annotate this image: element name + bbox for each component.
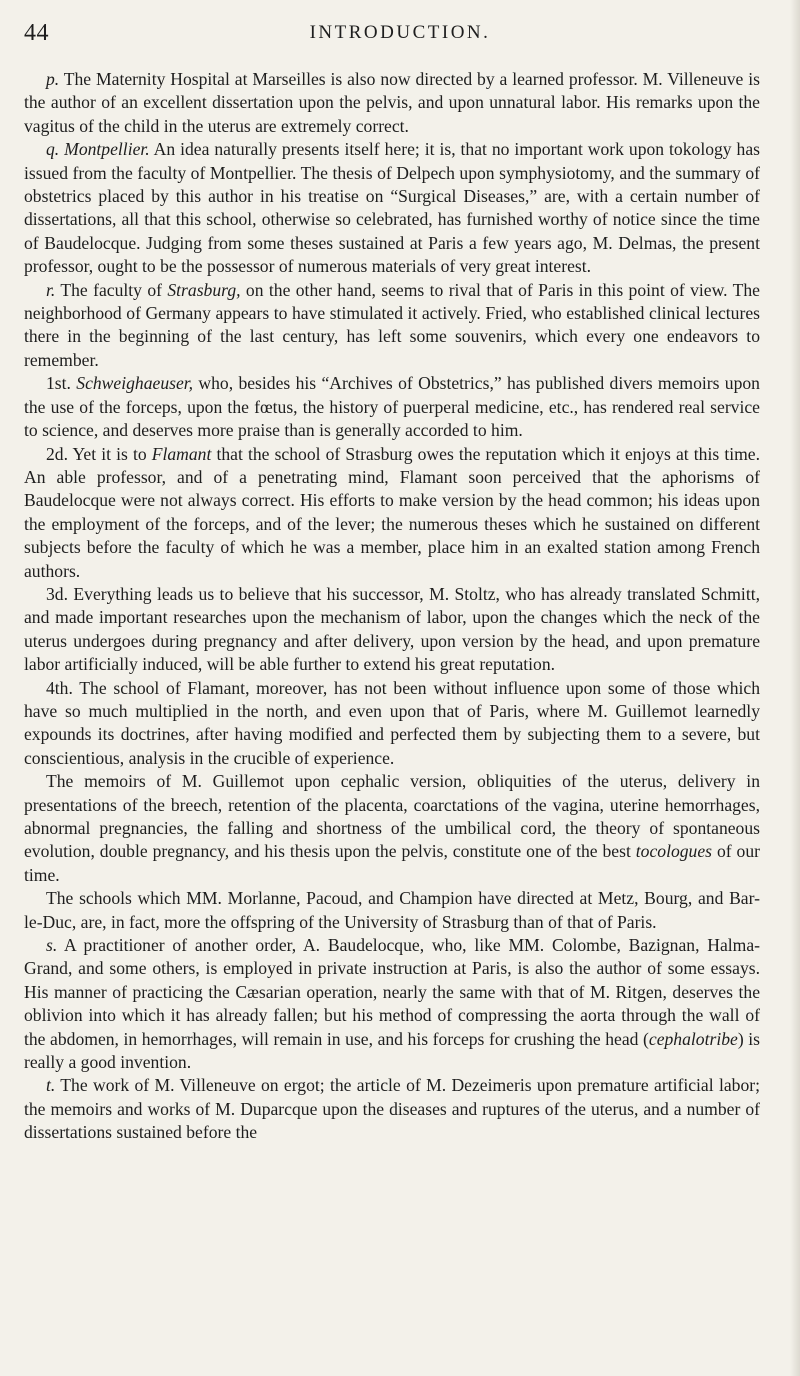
section-marker: 4th. — [46, 677, 73, 698]
paragraph-text: The work of M. Villeneuve on ergot; the article of M. Dezeimeris upon premature artificial labor; the memoirs and works of M. Duparcque upon the diseases and ruptures of the uterus, and a number of dissertations sustained before the — [24, 1075, 760, 1143]
paragraph-text: An idea naturally presents itself here; it is, that no important work upon tokology has issued from the faculty of Montpellier. The thesis of Delpech upon symphysiotomy, and the summary of obstetrics placed by this author in his treatise on “Surgical Diseases,” are, with a certain number of dissertations, all that this school, otherwise so celebrated, has furnished worthy of notice since the time of Baudelocque. Judging from some theses sustained at Paris a few years ago, M. Delmas, the present professor, ought to be the possessor of numerous materials of very great interest. — [24, 139, 761, 277]
paragraph-4th — [24, 677, 760, 771]
section-marker: 3d. — [46, 583, 68, 604]
person-name: Schweighaeuser, — [76, 373, 194, 394]
place-name: Montpellier. — [64, 139, 150, 160]
paragraph-text: on the other hand, seems to rival that of Paris in this point of view. The neighborhood of Germany appears to have stimulated it actively. Fried, who established clinical lectures there in the beginning of the last century, has left some souvenirs, which every one endeavors to remember. — [24, 279, 760, 370]
person-name: Flamant — [151, 443, 212, 464]
body-text — [24, 68, 760, 1145]
paragraph-3d — [24, 583, 760, 677]
paragraph-text: The Maternity Hospital at Marseilles is also now directed by a learned professor. M. Villeneuve is the author of an excellent dissertation upon the pelvis, and upon unnatural labor. His remarks upon the vagitus of the child in the uterus are extremely correct. — [24, 69, 760, 136]
section-marker: s. — [46, 935, 58, 956]
paragraph-r — [24, 279, 760, 373]
paragraph-text: that the school of Strasburg owes the reputation which it enjoys at this time. An able professor, and of a penetrating mind, Flamant soon perceived that the aphorisms of Baudelocque were not always correct. His efforts to make version by the head common; his ideas upon the employment of the forceps, and of the lever; the numerous theses which he sustained on different subjects before the faculty of which he was a member, place him in an exalted station among French authors. — [24, 443, 760, 581]
section-marker: r. — [46, 279, 56, 300]
section-marker: 2d. — [46, 443, 68, 464]
paragraph-s — [24, 934, 760, 1074]
paragraph-text: who, besides his “Archives of Obstetrics,” has published divers memoirs upon the use of the forceps, upon the fœtus, the history of puerperal medicine, etc., has rendered real service to science, and deserves more praise than is generally accorded to him. — [24, 373, 760, 441]
section-marker: t. — [46, 1075, 56, 1096]
running-head: INTRODUCTION. — [309, 22, 491, 43]
section-marker: p. — [46, 69, 60, 89]
paragraph-text: The memoirs of M. Guillemot upon cephalic version, obliquities of the uterus, delivery in presentations of the breech, retention of the placenta, coarctations of the vagina, uterine hemorrhages, abnormal pregnancies, the falling and shortness of the umbilical cord, the theory of spontaneous evolution, double pregnancy, and his thesis upon the pelvis, constitute one of the best — [24, 771, 760, 862]
paragraph-text: Everything leads us to believe that his successor, M. Stoltz, who has already translated Schmitt, and made important researches upon the mechanism of labor, upon the changes which the neck of the uterus undergoes during pregnancy and after delivery, upon version by the head, and upon premature labor artificially induced, will be able further to extend his great reputation. — [24, 583, 760, 675]
page-edge-shadow — [790, 0, 800, 1376]
section-marker: 1st. — [46, 373, 71, 394]
paragraph-text: A practitioner of another order, A. Baudelocque, who, like MM. Colombe, Bazignan, Halma-Grand, and some others, is employed in private instruction at Paris, is also the author of some essays. His manner of practicing the Cæsarian operation, nearly the same with that of M. Ritgen, deserves the oblivion into which it has already fallen; but his method of compressing the aorta through the wall of the abdomen, in hemorrhages, will remain in use, and his forceps for crushing the head ( — [24, 935, 760, 1049]
paragraph-schools — [24, 887, 760, 934]
page-header — [24, 20, 776, 56]
paragraph-text: The schools which MM. Morlanne, Pacoud, and Champion have directed at Metz, Bourg, and Bar-le-Duc, are, in fact, more the offspring of the University of Strasburg than of that of Paris. — [24, 888, 760, 932]
paragraph-text-lead: The faculty of — [55, 279, 168, 300]
place-name: Strasburg, — [167, 279, 241, 300]
paragraph-1st — [24, 372, 760, 442]
paragraph-p — [24, 68, 760, 138]
emphasized-term: cephalotribe — [648, 1028, 738, 1049]
paragraph-guillemot — [24, 770, 760, 887]
paragraph-t — [24, 1074, 760, 1144]
section-marker: q. — [46, 139, 60, 160]
paragraph-2d — [24, 443, 760, 583]
paragraph-text: The school of Flamant, moreover, has not been without influence upon some of those which have so much multiplied in the north, and even upon that of Paris, where M. Guillemot learnedly expounds its doctrines, after having modified and perfected them by subjecting them to a severe, but conscientious, analysis in the crucible of experience. — [24, 677, 760, 768]
paragraph-text-lead: Yet it is to — [68, 443, 152, 464]
page-number: 44 — [24, 20, 49, 46]
emphasized-term: tocologues — [635, 841, 713, 862]
paragraph-text-tail: ) is really a good invention. — [24, 1028, 760, 1073]
paragraph-q — [24, 138, 760, 278]
paragraph-text-tail: of our time. — [24, 841, 760, 885]
